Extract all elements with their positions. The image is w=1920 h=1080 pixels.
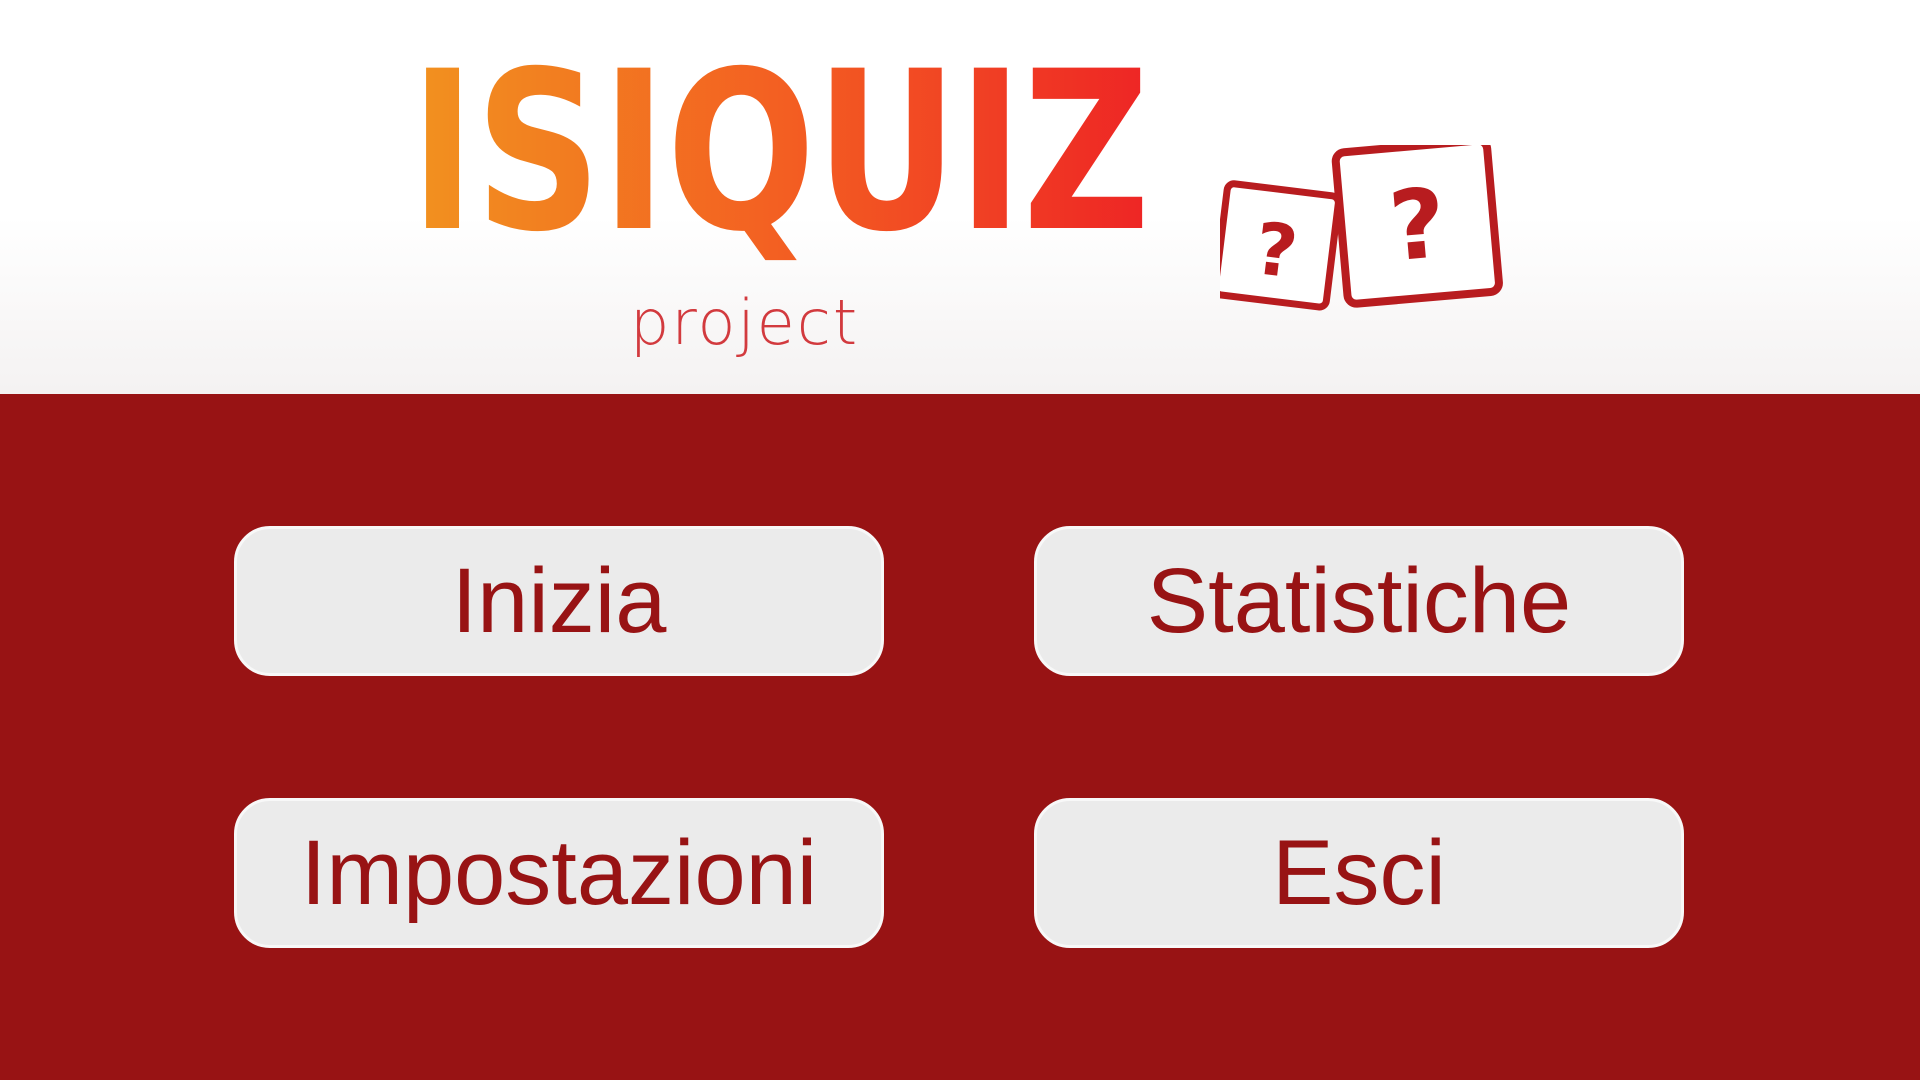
logo-title xyxy=(390,28,1170,268)
start-button[interactable]: Inizia xyxy=(234,526,884,676)
statistics-button[interactable]: Statistiche xyxy=(1034,526,1684,676)
logo-subtitle: project xyxy=(630,286,860,359)
header xyxy=(0,0,1920,394)
menu-area xyxy=(0,394,1920,1080)
settings-button[interactable]: Impostazioni xyxy=(234,798,884,948)
dice-left-symbol: ? xyxy=(1250,206,1302,295)
logo-title-text: ISIQUIZ xyxy=(410,28,1150,268)
exit-button[interactable]: Esci xyxy=(1034,798,1684,948)
dice-right-symbol: ? xyxy=(1384,166,1451,284)
question-dice-icon xyxy=(1220,145,1520,330)
